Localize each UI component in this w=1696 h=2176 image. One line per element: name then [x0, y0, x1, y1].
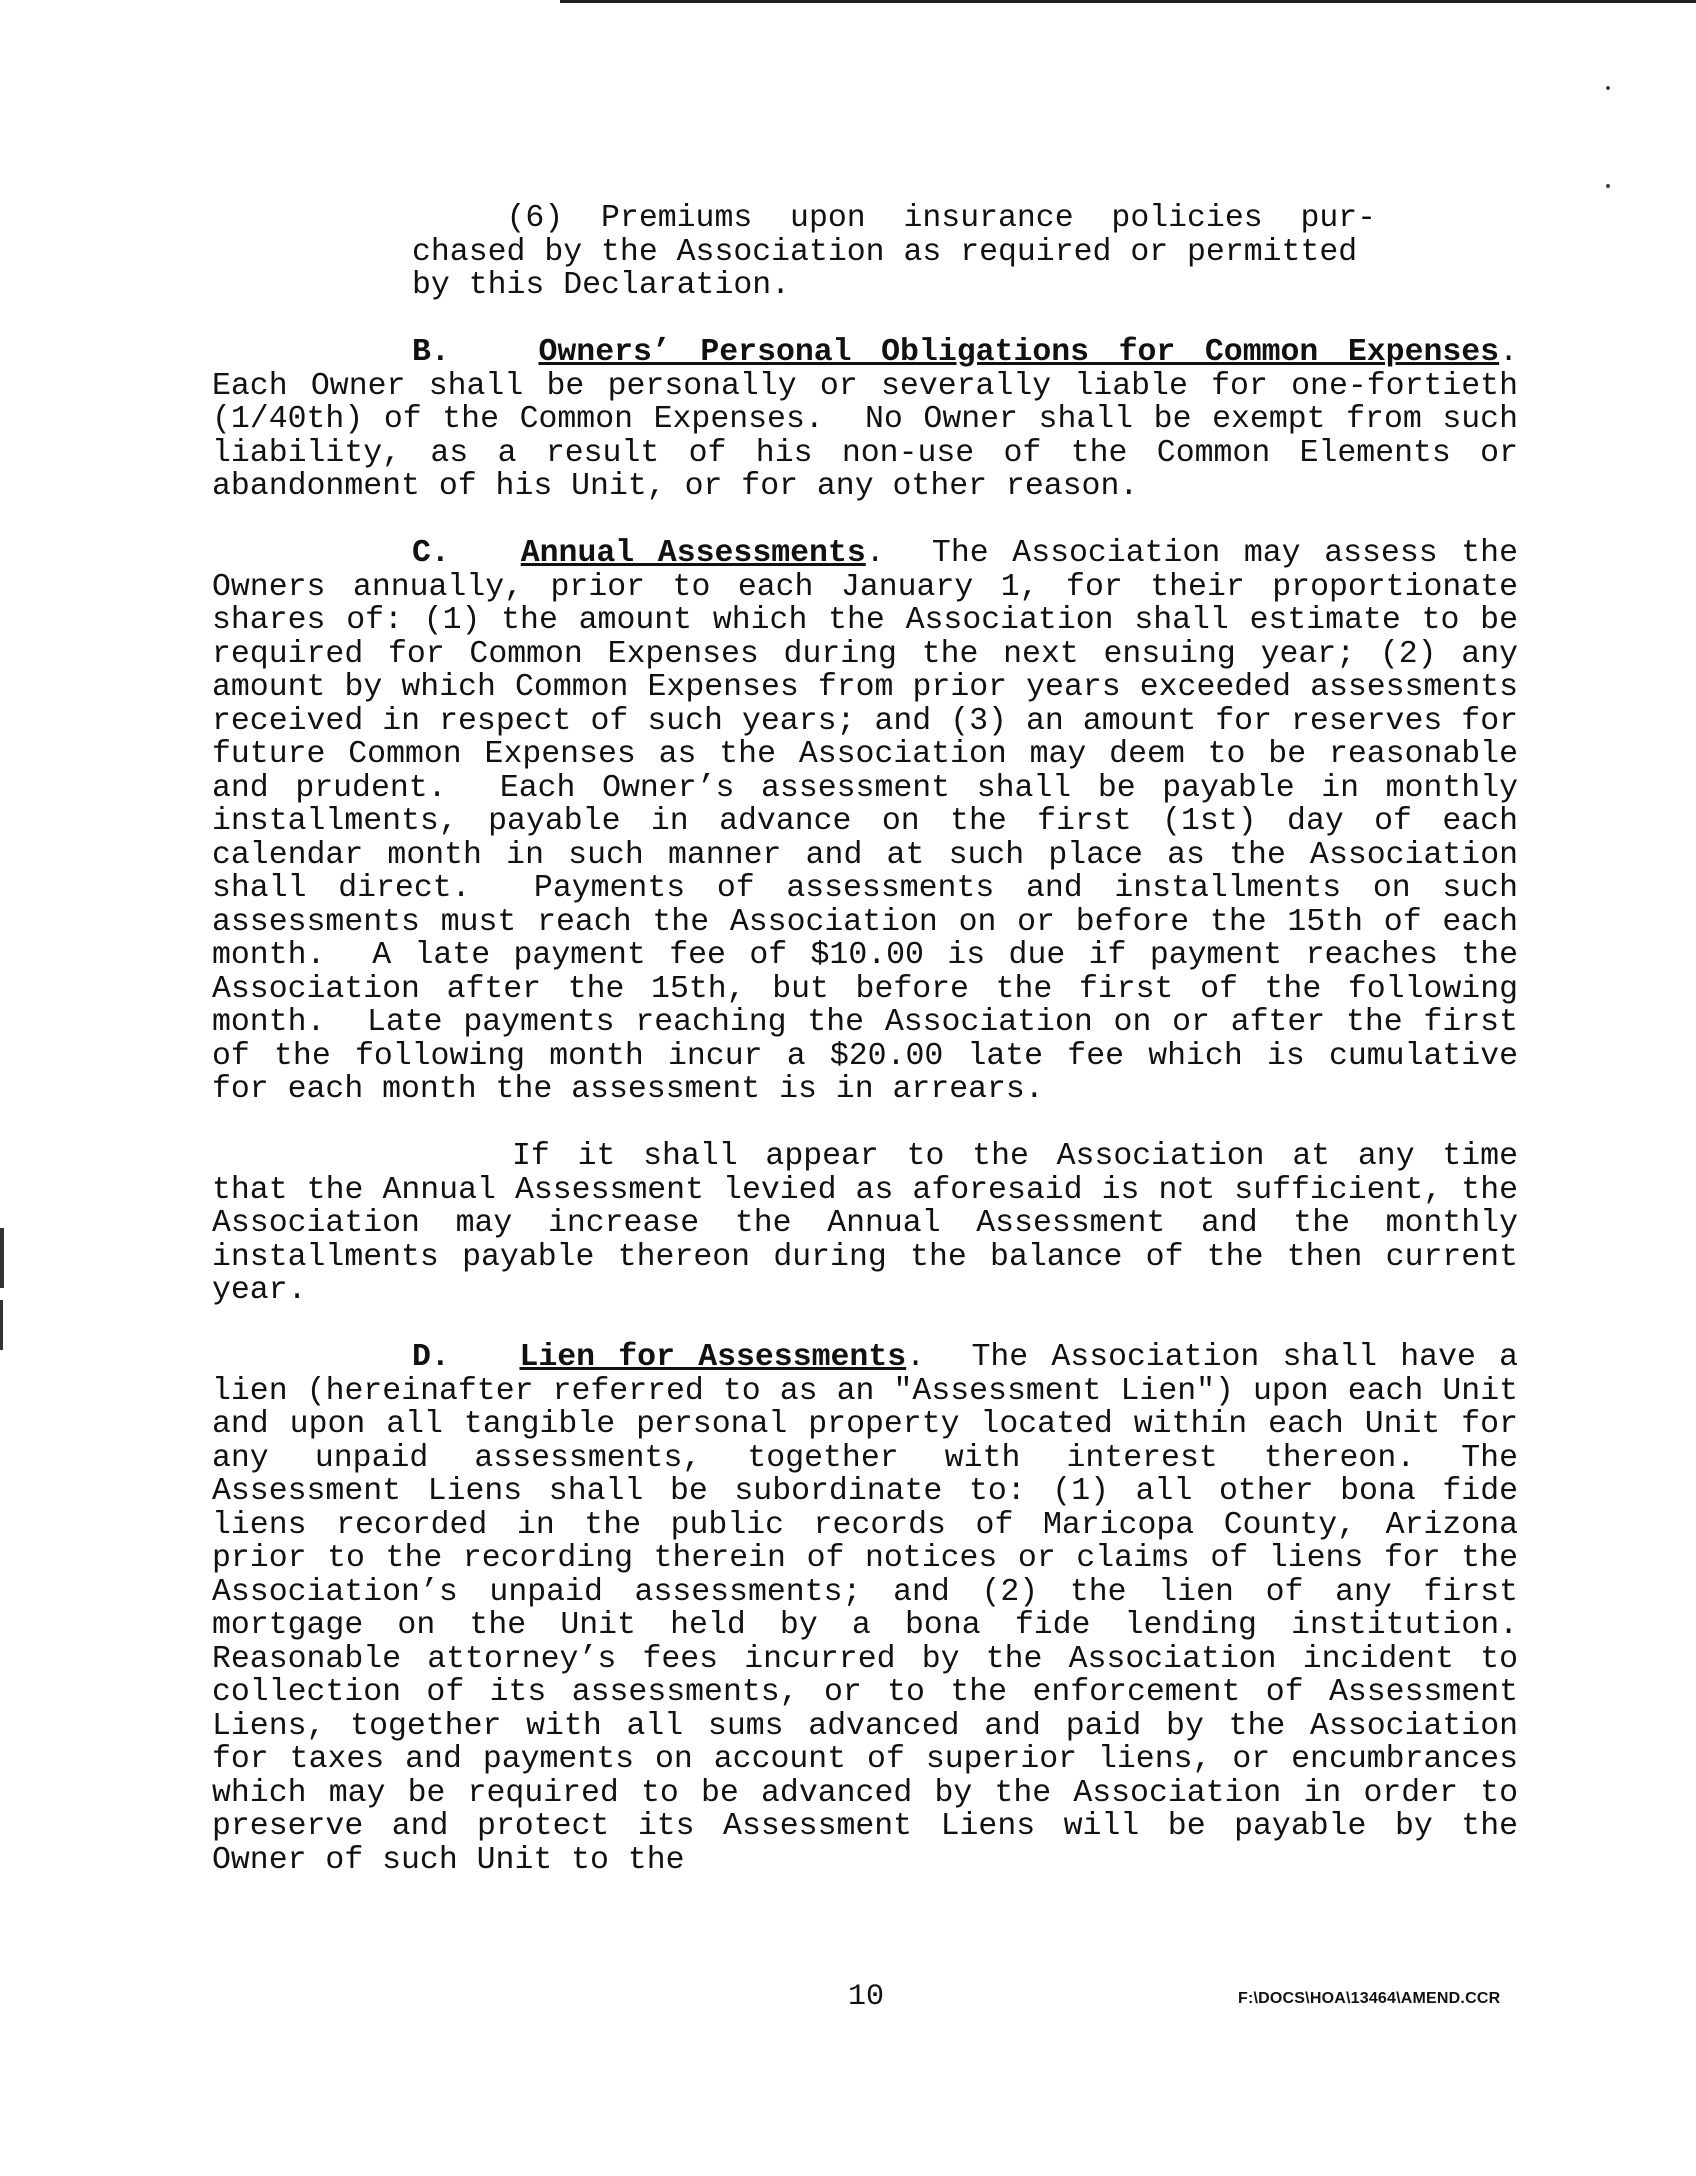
section-b-body: Each Owner shall be personally or severally liable for one-fortieth (1/40th) of the Common Expenses. No Owner shall be exempt from such liability, as a result of his non-use of the Common Elements or abandonment of his Unit, or for any other reason.	[212, 368, 1537, 504]
section-c	[212, 536, 1537, 1308]
section-c-letter: C.	[412, 536, 450, 571]
section-d-heading-end: . The Association shall have a	[906, 1340, 1518, 1375]
section-c-text	[212, 536, 1537, 1107]
section-b-heading: Owners’ Personal Obligations for Common Expenses	[538, 335, 1500, 370]
section-d-text	[212, 1340, 1556, 1878]
section-c-followup: If it shall appear to the Association at any time that the Annual Assessment levied as aforesaid is not sufficient, the Association may increase the Annual Assessment and the monthly installments payable thereon during the balance of the then current year.	[212, 1139, 1537, 1308]
section-c-body: Owners annually, prior to each January 1, for their proportionate shares of: (1) the amount which the Association shall estimate to be required for Common Expenses during the next ensuing year; (2) any amount by which Common Expenses from prior years exceeded assessments received in respect of such years; and (3) an amount for reserves for future Common Expenses as the Association may deem to be reasonable and prudent. Each Owner’s assessment shall be payable in monthly installments, payable in advance on the first (1st) day of each calendar month in such manner and at such place as the Association shall direct. Payments of assessments and installments on such assessments must reach the Association on or before the 15th of each month. A late payment fee of $10.00 is due if payment reaches the Association after the 15th, but before the first of the following month. Late payments reaching the Association on or after the first of the following month incur a $20.00 late fee which is cumulative for each month the assessment is in arrears.	[212, 569, 1537, 1107]
file-path: F:\DOCS\HOA\13464\AMEND.CCR	[1238, 1990, 1501, 2007]
page-number: 10	[848, 1980, 885, 2014]
section-b-letter: B.	[412, 335, 450, 370]
section-b-heading-end: .	[1499, 335, 1518, 370]
section-c-heading-end: . The Association may assess the	[865, 536, 1518, 571]
section-c-heading: Annual Assessments	[520, 536, 866, 571]
scan-speck	[1606, 86, 1610, 90]
scan-speck	[1606, 184, 1610, 188]
paragraph-6	[212, 202, 1518, 303]
section-d	[212, 1340, 1556, 1878]
section-d-heading: Lien for Assessments	[519, 1340, 907, 1375]
section-b-text	[212, 335, 1537, 504]
scan-edge-mark	[0, 1300, 3, 1350]
scan-edge-mark	[0, 1228, 4, 1288]
section-d-letter: D.	[412, 1340, 450, 1375]
para-6-line: chased by the Association as required or permitted	[412, 234, 1358, 270]
document-page	[212, 201, 1556, 1878]
para-6-line: (6) Premiums upon insurance policies pur-	[412, 201, 1377, 236]
para-6-line: by this Declaration.	[412, 268, 791, 303]
section-d-body: lien (hereinafter referred to as an "Assessment Lien") upon each Unit and upon all tangible personal property located within each Unit for any unpaid assessments, together with interest thereon. The Assessment Liens shall be subordinate to: (1) all other bona fide liens recorded in the public records of Maricopa County, Arizona prior to the recording therein of notices or claims of liens for the Association’s unpaid assessments; and (2) the lien of any first mortgage on the Unit held by a bona fide lending institution. Reasonable attorney’s fees incurred by the Association incident to collection of its assessments, or to the enforcement of Assessment Liens, together with all sums advanced and paid by the Association for taxes and payments on account of superior liens, or encumbrances which may be required to be advanced by the Association in order to preserve and protect its Assessment Liens will be payable by the Owner of such Unit to the	[212, 1373, 1556, 1878]
scan-top-border	[560, 0, 1696, 3]
section-b	[212, 335, 1537, 504]
